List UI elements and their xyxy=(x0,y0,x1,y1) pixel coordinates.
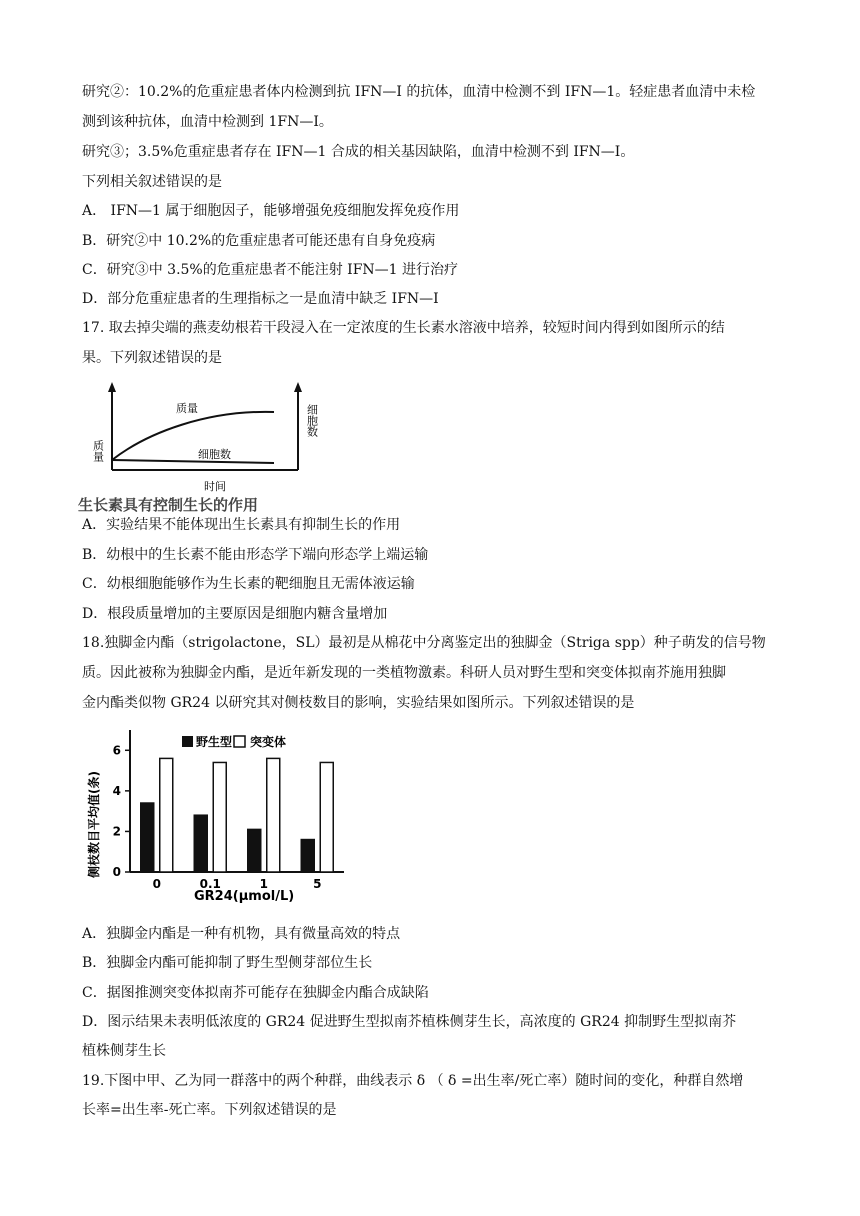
legend-label-wild: 野生型 xyxy=(196,735,233,749)
option-17-a: A．实验结果不能体现出生长素具有抑制生长的作用 xyxy=(82,517,401,533)
x-tick-label: 0.1 xyxy=(199,877,221,891)
mass-curve-label: 质量 xyxy=(176,402,198,415)
option-18-d-cont: 植株侧芽生长 xyxy=(82,1043,166,1059)
option-16-a: A． IFN—1 属于细胞因子，能够增强免疫细胞发挥免疫作用 xyxy=(82,203,460,219)
cell-count-curve xyxy=(112,460,274,463)
option-16-c: C．研究③中 3.5%的危重症患者不能注射 IFN—1 进行治疗 xyxy=(82,262,459,278)
question-17-stem: 17. 取去掉尖端的燕麦幼根若干段浸入在一定浓度的生长素水溶液中培养，较短时间内得到如图所示的结 xyxy=(82,320,725,336)
cell-count-curve-label: 细胞数 xyxy=(198,448,231,461)
right-axis-label: 细胞数 xyxy=(305,404,319,437)
y-tick-label: 4 xyxy=(112,783,121,798)
option-17-d: D．根段质量增加的主要原因是细胞内糖含量增加 xyxy=(82,606,388,622)
question-19-stem-2: 长率=出生率-死亡率。下列叙述错误的是 xyxy=(82,1102,337,1118)
option-16-b: B．研究②中 10.2%的危重症患者可能还患有自身免疫病 xyxy=(82,233,436,249)
x-axis-label: 时间 xyxy=(204,480,226,493)
left-axis-arrow xyxy=(108,382,116,392)
left-axis-label: 质量 xyxy=(91,440,105,462)
legend-swatch-wild xyxy=(182,736,193,747)
text-line-3: 研究③；3.5%危重症患者存在 IFN—1 合成的相关基因缺陷，血清中检测不到 IFN—I。 xyxy=(82,144,635,160)
x-tick-label: 1 xyxy=(259,877,268,891)
text-line-1: 研究②：10.2%的危重症患者体内检测到抗 IFN—I 的抗体，血清中检测不到 IFN—1。轻症患者血清中未检 xyxy=(82,84,756,100)
bar-wild-type xyxy=(301,840,314,872)
y-axis-label: 侧枝数目平均值(条) xyxy=(87,771,101,878)
bar-mutant xyxy=(320,762,333,872)
figure-17-graph xyxy=(78,374,340,514)
option-17-b: B．幼根中的生长素不能由形态学下端向形态学上端运输 xyxy=(82,547,429,563)
cropped-text-fragment: 生长素具有控制生长的作用 xyxy=(78,496,259,514)
bar-wild-type xyxy=(194,815,207,872)
y-tick-label: 0 xyxy=(112,865,121,879)
question-prompt-16: 下列相关叙述错误的是 xyxy=(82,174,222,190)
y-tick-label: 6 xyxy=(112,743,121,758)
x-tick-label: 0 xyxy=(152,877,161,891)
mass-curve xyxy=(112,412,274,460)
bar-mutant xyxy=(213,762,226,872)
bar-mutant xyxy=(267,758,280,872)
question-18-stem-3: 金内酯类似物 GR24 以研究其对侧枝数目的影响，实验结果如图所示。下列叙述错误的是 xyxy=(82,695,635,711)
option-18-b: B．独脚金内酯可能抑制了野生型侧芽部位生长 xyxy=(82,955,373,971)
legend xyxy=(182,734,286,749)
figure-18 xyxy=(82,724,352,916)
bar-chart xyxy=(82,724,352,916)
option-16-d: D．部分危重症患者的生理指标之一是血清中缺乏 IFN—I xyxy=(82,291,439,307)
option-18-d: D．图示结果未表明低浓度的 GR24 促进野生型拟南芥植株侧芽生长，高浓度的 GR24 抑制野生型拟南芥 xyxy=(82,1014,737,1030)
question-18-stem: 18.独脚金内酯（strigolactone，SL）最初是从棉花中分离鉴定出的独脚金（Striga spp）种子萌发的信号物 xyxy=(82,635,766,651)
bar-wild-type xyxy=(141,803,154,872)
question-17-stem-cont: 果。下列叙述错误的是 xyxy=(82,350,222,366)
y-ticks xyxy=(113,743,130,879)
option-18-c: C．据图推测突变体拟南芥可能存在独脚金内酯合成缺陷 xyxy=(82,985,429,1001)
option-17-c: C．幼根细胞能够作为生长素的靶细胞且无需体液运输 xyxy=(82,576,415,592)
text-line-2: 测到该种抗体，血清中检测到 1FN—I。 xyxy=(82,114,333,130)
question-18-stem-2: 质。因此被称为独脚金内酯，是近年新发现的一类植物激素。科研人员对野生型和突变体拟南芥施用独脚 xyxy=(82,665,726,681)
x-axis-label: GR24(μmol/L) xyxy=(194,889,295,904)
x-tick-label: 5 xyxy=(313,877,322,891)
right-axis-arrow xyxy=(294,382,302,392)
legend-swatch-mutant xyxy=(234,736,245,747)
question-19-stem: 19.下图中甲、乙为同一群落中的两个种群，曲线表示 δ （ δ =出生率/死亡率）随时间的变化，种群自然增 xyxy=(82,1073,744,1089)
bar-wild-type xyxy=(248,829,261,872)
bars xyxy=(141,758,334,872)
figure-17 xyxy=(78,374,340,514)
y-tick-label: 2 xyxy=(112,824,121,839)
bar-mutant xyxy=(160,758,173,872)
legend-label-mutant: 突变体 xyxy=(250,735,287,749)
option-18-a: A．独脚金内酯是一种有机物，具有微量高效的特点 xyxy=(82,926,401,942)
